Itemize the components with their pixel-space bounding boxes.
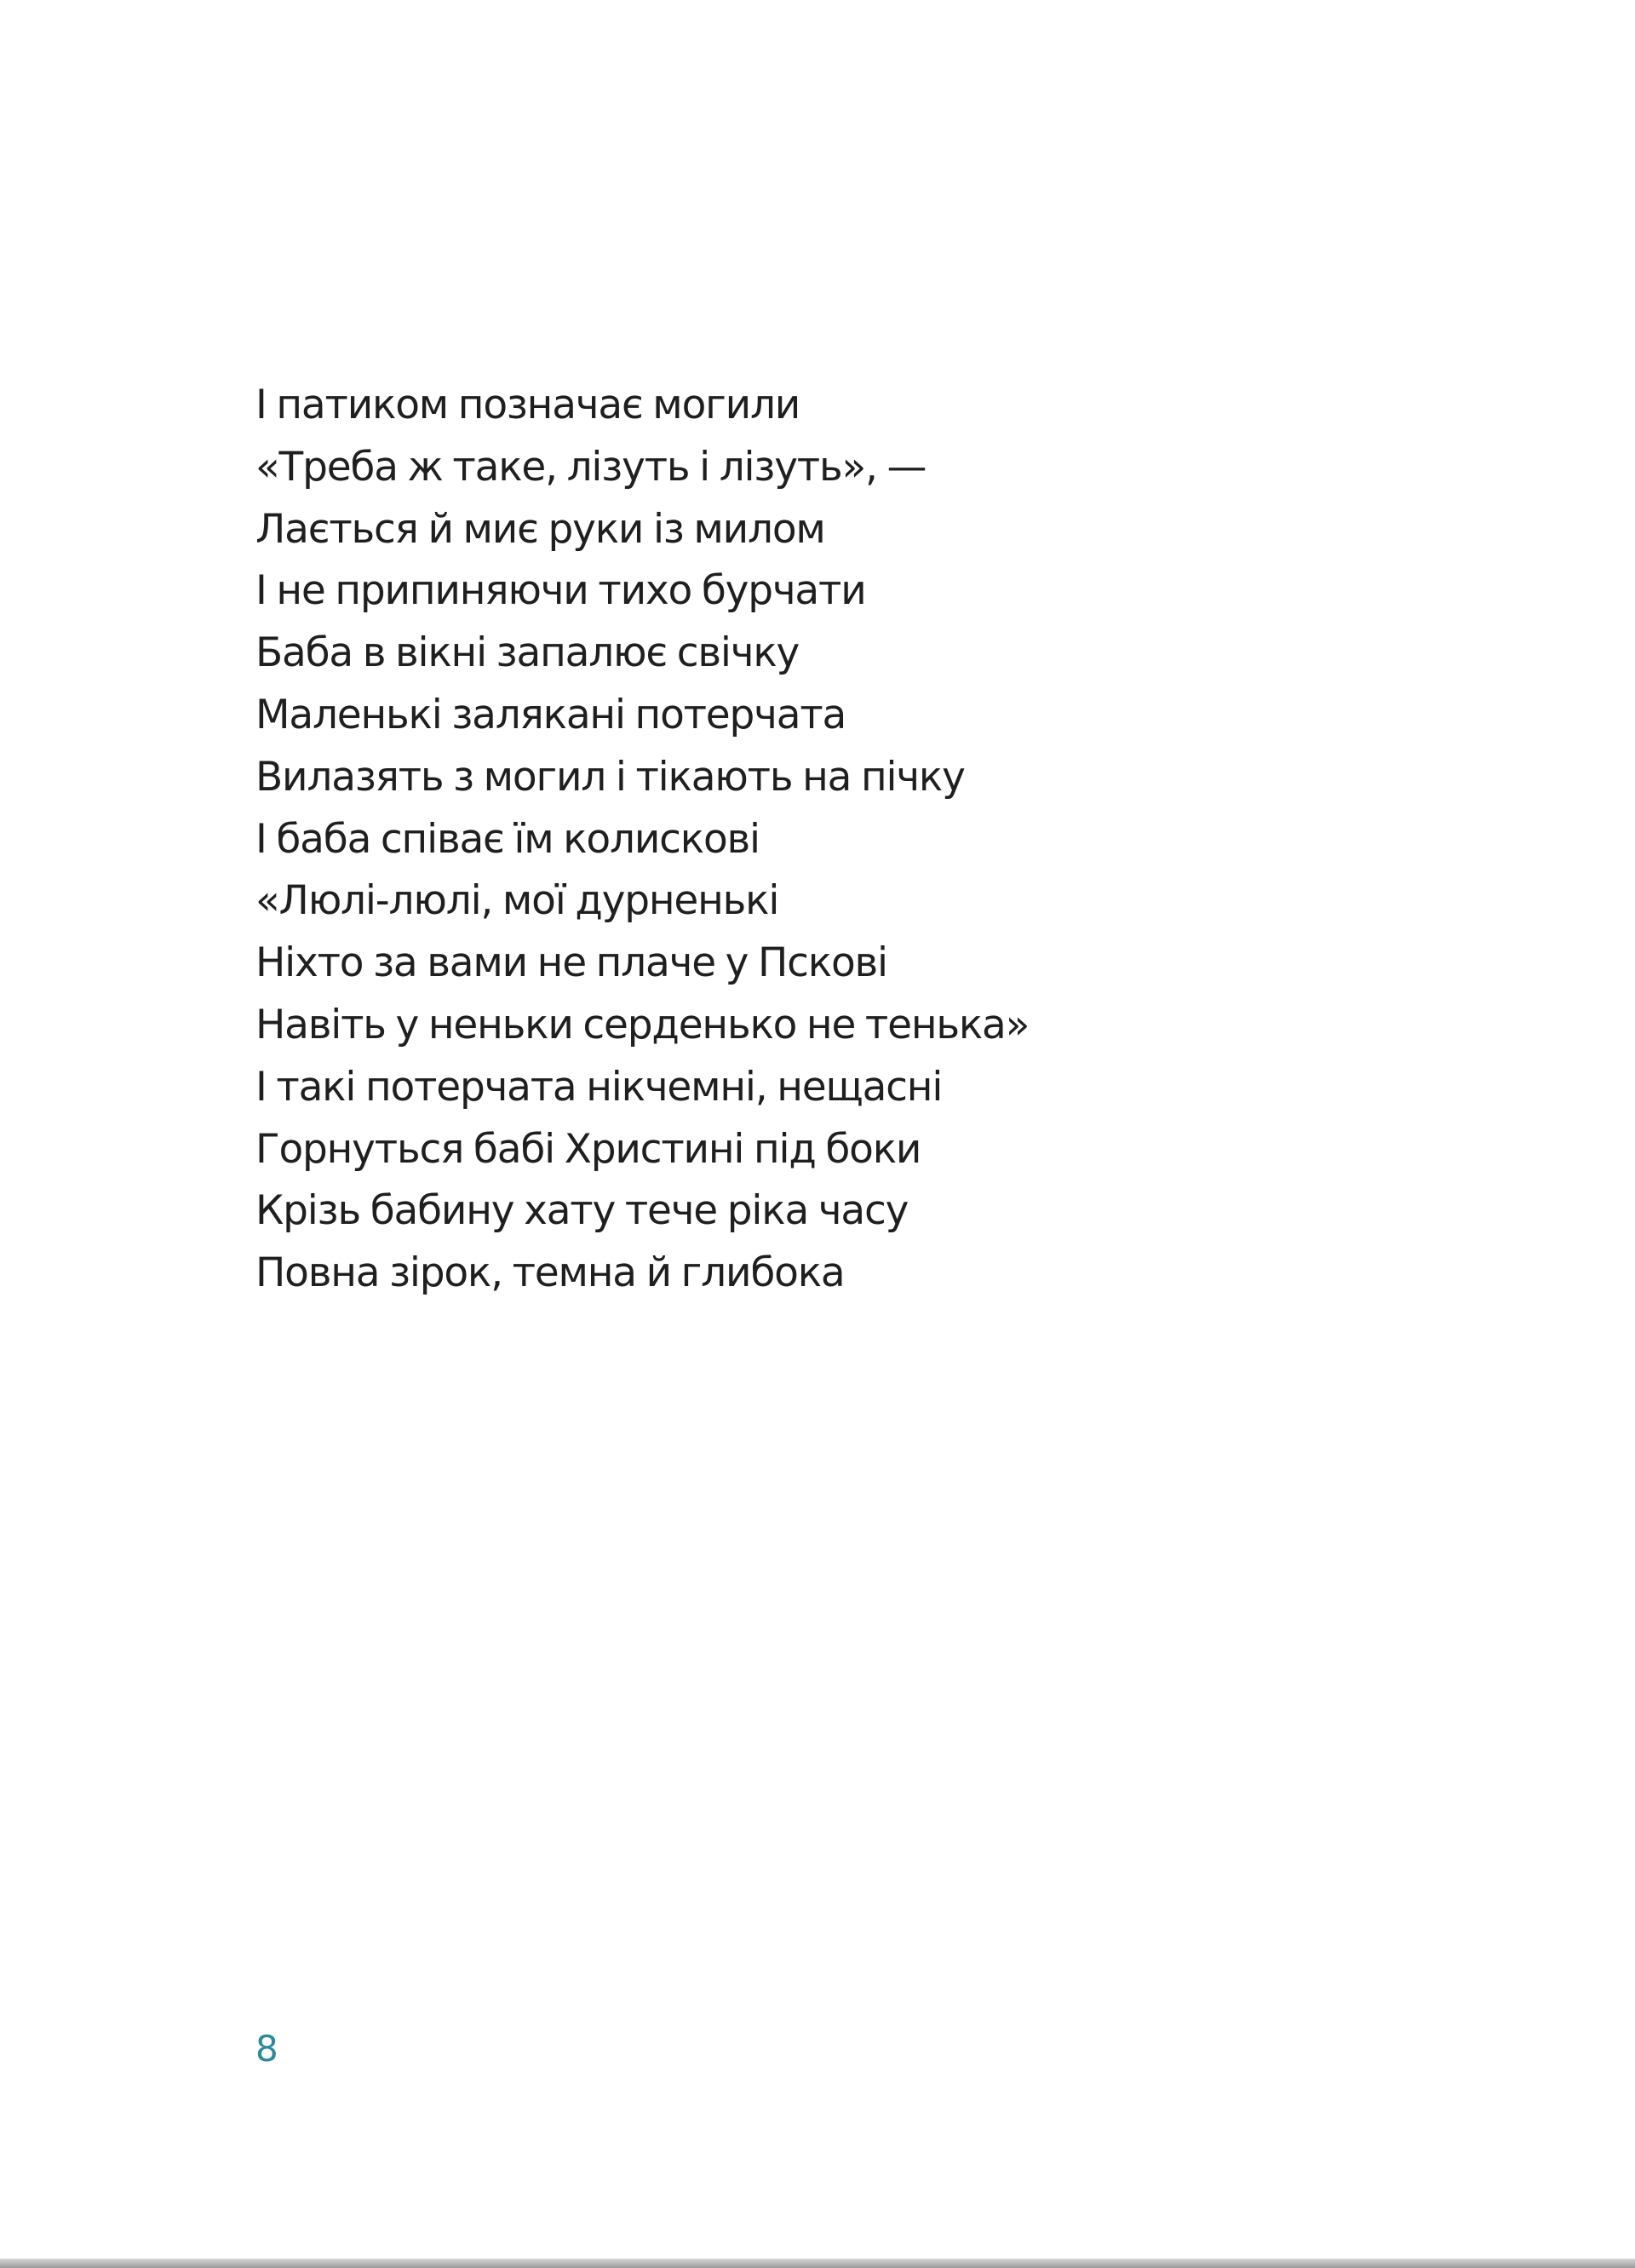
poem-text bbox=[255, 375, 1029, 1305]
poem-line: Горнуться бабі Христині під боки bbox=[255, 1125, 921, 1173]
poem-line: «Треба ж таке, лізуть і лізуть», — bbox=[255, 443, 926, 491]
poem-line: І не припиняючи тихо бурчати bbox=[255, 567, 866, 615]
poem-line: Маленькі залякані потерчата bbox=[255, 691, 846, 738]
poem-line: Повна зірок, темна й глибока bbox=[255, 1249, 845, 1297]
poem-line: Лається й миє руки із милом bbox=[255, 505, 825, 553]
poem-line: І такі потерчата нікчемні, нещасні bbox=[255, 1063, 943, 1111]
poem-line: Баба в вікні запалює свічку bbox=[255, 629, 800, 677]
poem-line: Крізь бабину хату тече ріка часу bbox=[255, 1187, 909, 1235]
poem-line: Ніхто за вами не плаче у Пскові bbox=[255, 939, 887, 987]
page-number: 8 bbox=[255, 2028, 278, 2070]
poem-line: Навіть у неньки серденько не тенька» bbox=[255, 1001, 1030, 1048]
poem-line: Вилазять з могил і тікають на пічку bbox=[255, 753, 965, 801]
poem-line: І патиком позначає могили bbox=[255, 382, 800, 428]
poem-line: І баба співає їм колискові bbox=[255, 815, 760, 863]
page-bottom-edge bbox=[0, 2259, 1635, 2268]
poem-line: «Люлі-люлі, мої дурненькі bbox=[255, 877, 779, 925]
